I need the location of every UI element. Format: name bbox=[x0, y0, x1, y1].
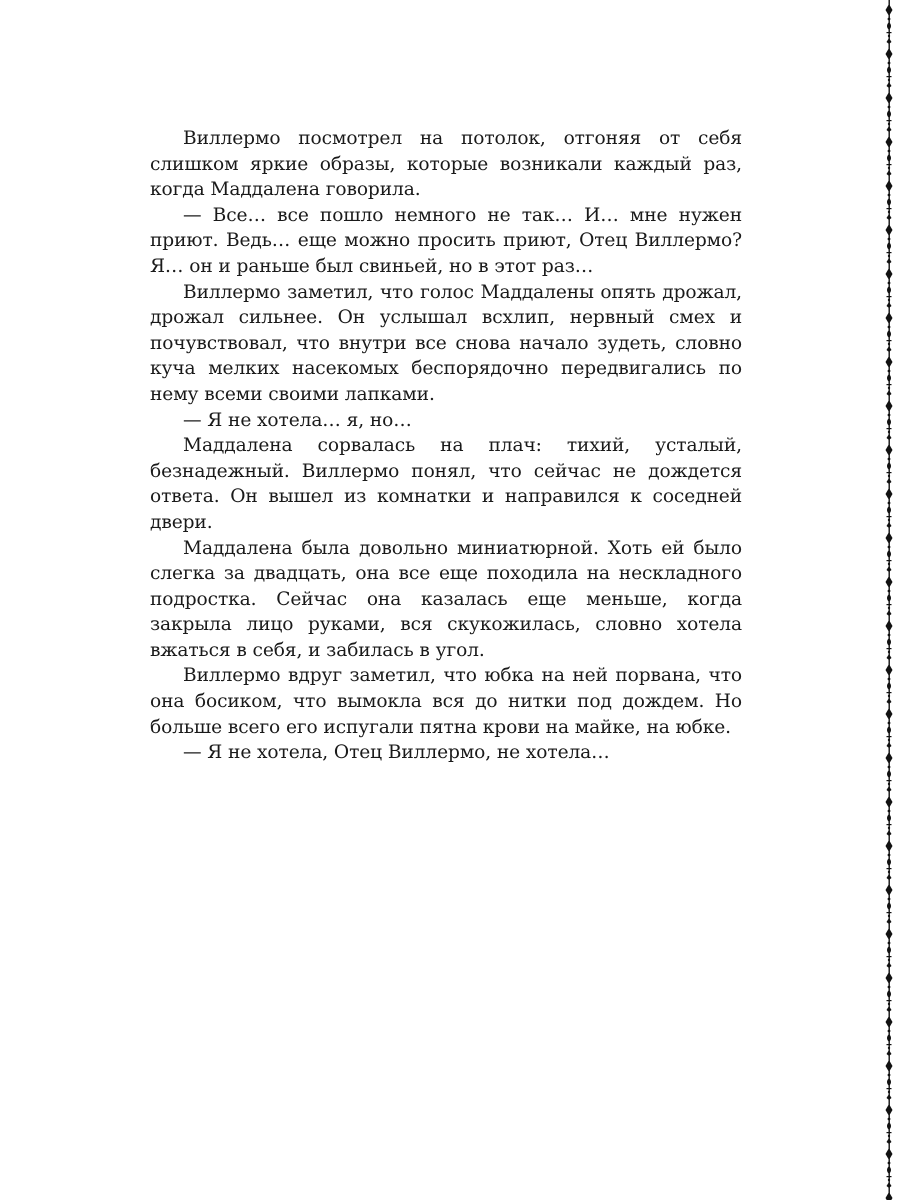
paragraph: Виллермо заметил, что голос Маддалены опять дрожал, дрожал сильнее. Он услышал всхлип, нервный смех и почувствовал, что внутри все снова начало зудеть, словно куча мелких насекомых беспорядочно передвигались по нему всеми своими лапками. bbox=[150, 281, 742, 405]
paragraph: — Все… все пошло немного не так… И… мне нужен приют. Ведь… еще можно просить приют, Отец Виллермо? Я… он и раньше был свиньей, но в этот раз… bbox=[150, 204, 742, 277]
paragraph: Виллермо посмотрел на потолок, отгоняя от себя слишком яркие образы, которые возникали каждый раз, когда Маддалена говорила. bbox=[150, 128, 742, 201]
decorative-page-border-icon bbox=[878, 0, 900, 1200]
paragraph: Маддалена сорвалась на плач: тихий, усталый, безнадежный. Виллермо понял, что сейчас не дождется ответа. Он вышел из комнатки и направился к соседней двери. bbox=[150, 435, 742, 533]
paragraph: — Я не хотела, Отец Виллермо, не хотела… bbox=[183, 742, 610, 764]
paragraph: — Я не хотела… я, но… bbox=[183, 409, 412, 431]
paragraph: Виллермо вдруг заметил, что юбка на ней порвана, что она босиком, что вымокла вся до нитки под дождем. Но больше всего его испугали пятна крови на майке, на юбке. bbox=[150, 665, 742, 738]
page-body-text bbox=[150, 126, 742, 766]
paragraph: Маддалена была довольно миниатюрной. Хоть ей было слегка за двадцать, она все еще походила на нескладного подростка. Сейчас она казалась еще меньше, когда закрыла лицо руками, вся скукожилась, словно хотела вжаться в себя, и забилась в угол. bbox=[150, 537, 742, 661]
